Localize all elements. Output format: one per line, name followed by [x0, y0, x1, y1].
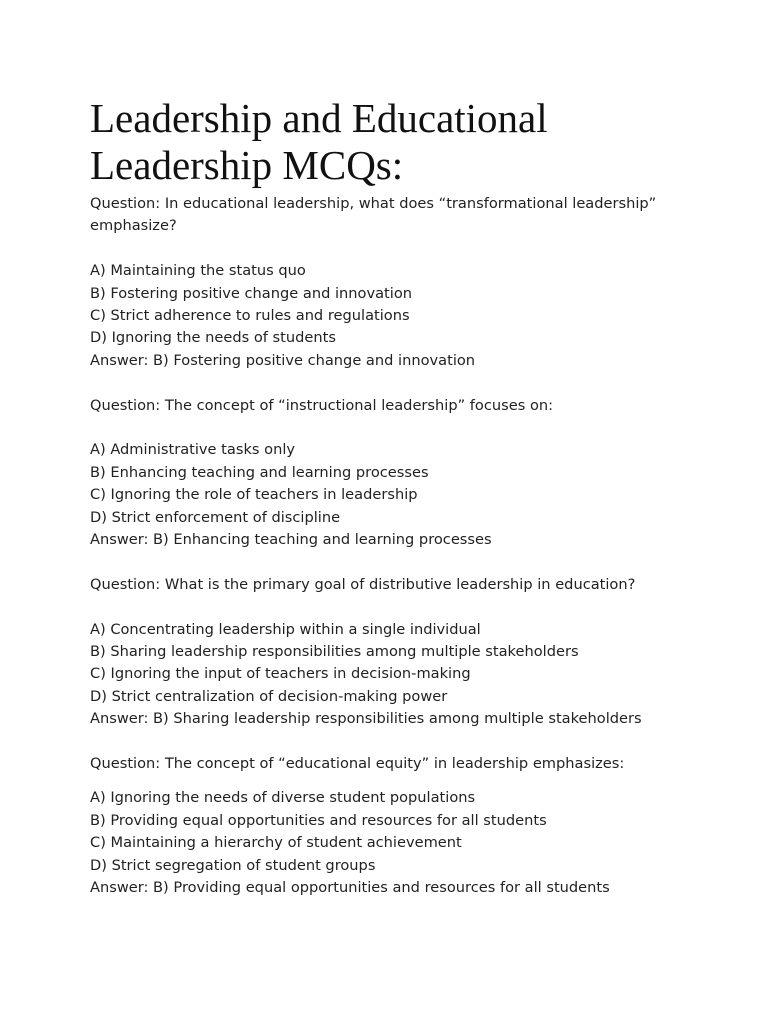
option-b: B) Fostering positive change and innovation	[90, 284, 412, 302]
option-b: B) Sharing leadership responsibilities among multiple stakeholders	[90, 643, 579, 661]
question-text: Question: The concept of “educational equity” in leadership emphasizes:	[90, 755, 625, 773]
option-d: D) Strict enforcement of discipline	[90, 508, 341, 526]
option-b: B) Enhancing teaching and learning processes	[90, 463, 429, 481]
option-c: C) Ignoring the input of teachers in decision-making	[90, 665, 471, 683]
option-b: B) Providing equal opportunities and resources for all students	[90, 811, 547, 829]
mcq-item-1	[90, 193, 690, 372]
option-a: A) Maintaining the status quo	[90, 262, 306, 280]
option-c: C) Maintaining a hierarchy of student achievement	[90, 834, 462, 852]
question-text: Question: What is the primary goal of distributive leadership in education?	[90, 575, 636, 593]
document-page	[90, 95, 690, 900]
mcq-item-3	[90, 574, 690, 731]
mcq-item-4	[90, 753, 690, 899]
mcq-item-2	[90, 395, 690, 552]
question-text: Question: In educational leadership, what does “transformational leadership” emphasize?	[90, 195, 657, 235]
option-a: A) Concentrating leadership within a single individual	[90, 620, 481, 638]
answer-text: Answer: B) Fostering positive change and innovation	[90, 351, 476, 369]
answer-text: Answer: B) Sharing leadership responsibilities among multiple stakeholders	[90, 710, 642, 728]
option-a: A) Administrative tasks only	[90, 441, 296, 459]
answer-text: Answer: B) Providing equal opportunities and resources for all students	[90, 879, 610, 897]
answer-text: Answer: B) Enhancing teaching and learning processes	[90, 531, 492, 549]
option-a: A) Ignoring the needs of diverse student populations	[90, 789, 476, 807]
option-d: D) Strict centralization of decision-making power	[90, 687, 448, 705]
option-c: C) Ignoring the role of teachers in leadership	[90, 486, 418, 504]
option-d: D) Strict segregation of student groups	[90, 856, 376, 874]
question-text: Question: The concept of “instructional leadership” focuses on:	[90, 396, 554, 414]
mcq-list	[90, 193, 690, 900]
option-c: C) Strict adherence to rules and regulations	[90, 307, 410, 325]
option-d: D) Ignoring the needs of students	[90, 329, 336, 347]
page-title: Leadership and Educational Leadership MCQs:	[90, 95, 548, 188]
